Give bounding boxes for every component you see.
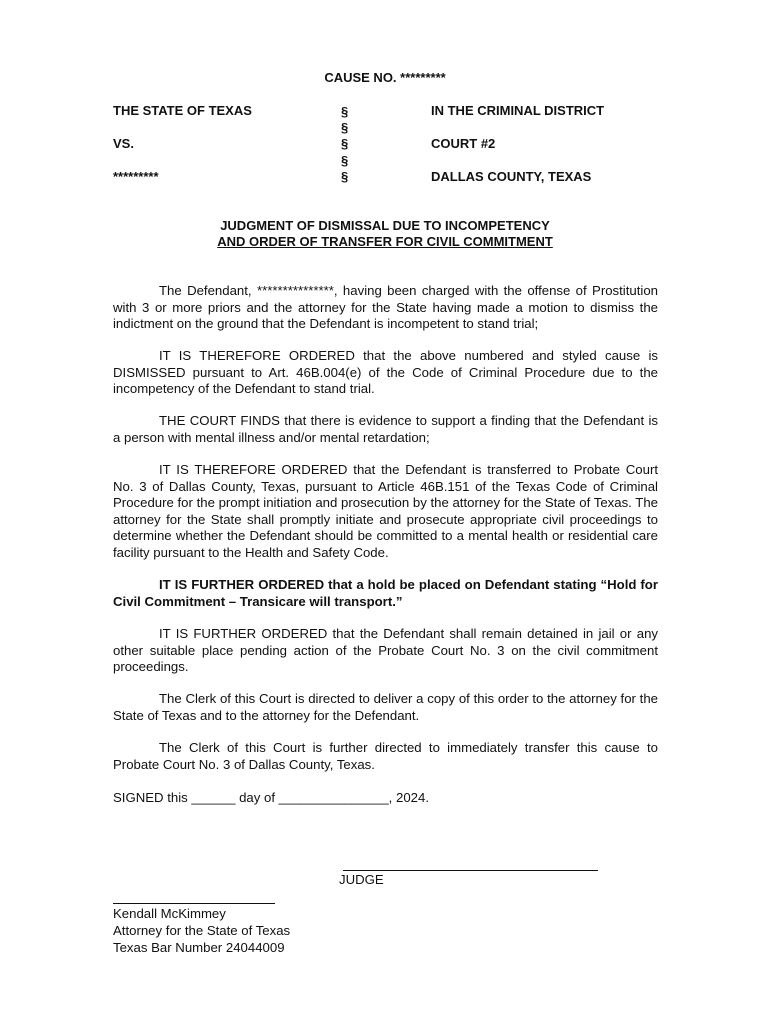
paragraph-transfer — [113, 462, 658, 561]
cause-number: CAUSE NO. ********* — [324, 70, 446, 85]
paragraph-text: IT IS FURTHER ORDERED that a hold be placed on Defendant stating “Hold for Civil Commitment – Transicare will transport.” — [113, 577, 658, 609]
judge-signature-line — [343, 858, 598, 871]
caption-versus: VS. — [113, 136, 134, 151]
signed-date-line: SIGNED this ______ day of _______________, 2024. — [113, 790, 430, 805]
paragraph-hold — [113, 577, 658, 610]
caption-county: DALLAS COUNTY, TEXAS — [431, 169, 592, 184]
section-symbol: § — [341, 120, 349, 136]
paragraph-text: The Clerk of this Court is further directed to immediately transfer this cause to Probate Court No. 3 of Dallas County, Texas. — [113, 740, 658, 772]
paragraph-text: The Defendant, ***************, having been charged with the offense of Prostitution with 3 or more priors and the attorney for the State having made a motion to dismiss the indictment on the ground that the Defendant is incompetent to stand trial; — [113, 283, 658, 331]
paragraph-text: The Clerk of this Court is directed to deliver a copy of this order to the attorney for the State of Texas and to the attorney for the Defendant. — [113, 691, 658, 723]
paragraph-clerk-transfer — [113, 740, 658, 773]
caption-state: THE STATE OF TEXAS — [113, 103, 252, 118]
paragraph-court-finds — [113, 413, 658, 446]
judge-label: JUDGE — [339, 872, 384, 887]
paragraph-motion — [113, 283, 658, 333]
paragraph-clerk-deliver — [113, 691, 658, 724]
section-symbol: § — [341, 136, 349, 152]
attorney-block — [113, 905, 290, 956]
caption-court-line2: COURT #2 — [431, 136, 496, 151]
caption-section-symbols — [341, 104, 348, 185]
caption-court-line1: IN THE CRIMINAL DISTRICT — [431, 103, 605, 118]
paragraph-detained — [113, 626, 658, 676]
document-title-line1: JUDGMENT OF DISMISSAL DUE TO INCOMPETENCY — [220, 218, 550, 233]
section-symbol: § — [341, 152, 349, 168]
attorney-signature-line — [113, 893, 275, 904]
paragraph-text: IT IS FURTHER ORDERED that the Defendant shall remain detained in jail or any other suitable place pending action of the Probate Court No. 3 on the civil commitment proceedings. — [113, 626, 658, 674]
paragraph-text: IT IS THEREFORE ORDERED that the Defendant is transferred to Probate Court No. 3 of Dallas County, Texas, pursuant to Article 46B.151 of the Texas Code of Criminal Procedure for the prompt initiation and prosecution by the attorney for the State of Texas. The attorney for the State shall promptly initiate and prosecute appropriate civil proceedings to determine whether the Defendant should be committed to a mental health or residential care facility pursuant to the Health and Safety Code. — [113, 462, 658, 560]
caption-defendant: ********* — [113, 169, 159, 184]
section-symbol: § — [341, 104, 349, 119]
attorney-title: Attorney for the State of Texas — [113, 923, 291, 938]
document-title-line2: AND ORDER OF TRANSFER FOR CIVIL COMMITMENT — [217, 234, 553, 249]
paragraph-text: THE COURT FINDS that there is evidence to support a finding that the Defendant is a person with mental illness and/or mental retardation; — [113, 413, 658, 445]
section-symbol: § — [341, 168, 349, 184]
paragraph-text: IT IS THEREFORE ORDERED that the above numbered and styled cause is DISMISSED pursuant to Art. 46B.004(e) of the Code of Criminal Procedure due to the incompetency of the Defendant to stand trial. — [113, 348, 658, 396]
attorney-bar-number: Texas Bar Number 24044009 — [113, 940, 285, 955]
paragraph-dismissed — [113, 348, 658, 398]
attorney-name: Kendall McKimmey — [113, 906, 226, 921]
